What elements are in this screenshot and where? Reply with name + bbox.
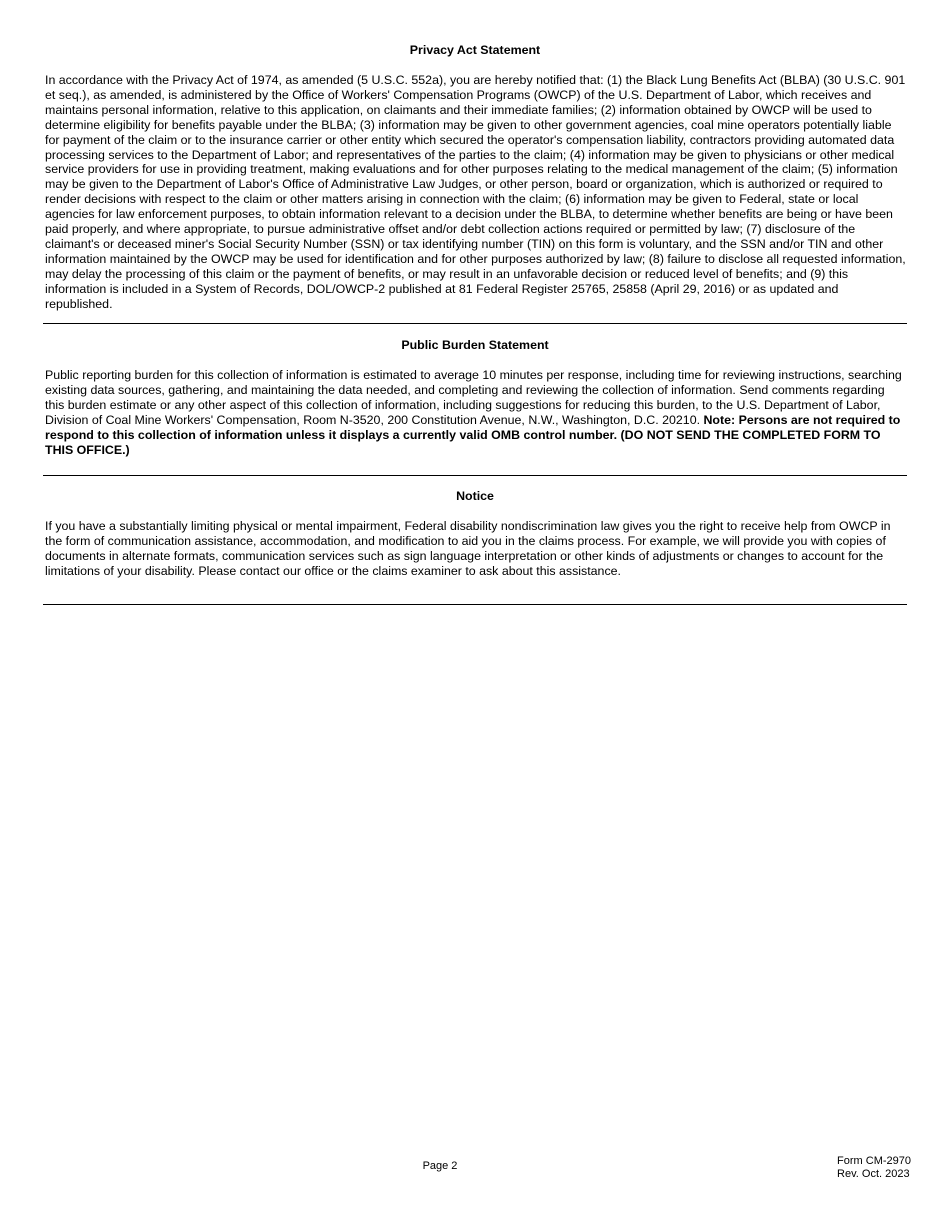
notice-body: If you have a substantially limiting physical or mental impairment, Federal disability nondiscrimination law gives you the right to receive help from OWCP in the form of communication assistance, accommodation, and modification to aid you in the claims process. For example, we will provide you with copies of documents in alternate formats, communication services such as sign language interpretation or other kinds of adjustments or changes to account for the limitations of your disability. Please contact our office or the claims examiner to ask about this assistance. (45, 519, 891, 578)
public-burden-text: Public reporting burden for this collection of information is estimated to average 10 minutes per response, including time for reviewing instructions, searching existing data sources, gathering, and maintaining the data needed, and completing and reviewing the collection of information. Send comments regarding this burden estimate or any other aspect of this collection of information, including suggestions for reducing this burden, to the U.S. Department of Labor, Division of Coal Mine Workers' Compensation, Room N-3520, 200 Constitution Avenue, N.W., Washington, D.C. 20210. (45, 368, 902, 427)
privacy-act-section (43, 43, 907, 312)
divider (43, 604, 907, 605)
privacy-act-heading: Privacy Act Statement (409, 43, 541, 57)
form-revision: Rev. Oct. 2023 (837, 1168, 910, 1180)
public-burden-note: Note: Persons are not required to respond to this collection of information unless it displays a currently valid OMB control number. (DO NOT SEND THE COMPLETED FORM TO THIS OFFICE.) (45, 412, 901, 457)
notice-heading: Notice (456, 489, 494, 503)
public-burden-heading: Public Burden Statement (401, 338, 549, 352)
public-burden-body (43, 368, 907, 457)
privacy-act-body: In accordance with the Privacy Act of 1974, as amended (5 U.S.C. 552a), you are hereby notified that: (1) the Black Lung Benefits Act (BLBA) (30 U.S.C. 901 et seq.), as amended, is administered by the Office of Workers' Compensation Programs (OWCP) of the U.S. Department of Labor, which receives and maintains personal information, relative to this application, on claimants and their immediate families; (2) information obtained by OWCP will be used to determine eligibility for benefits payable under the BLBA; (3) information may be given to other government agencies, coal mine operators potentially liable for payment of the claim or to the insurance carrier or other entity which secured the operator's compensation liability, contractors providing automated data processing services to the Department of Labor; and representatives of the parties to the claim; (4) information may be given to physicians or other medical service providers for use in providing treatment, making evaluations and for other purposes relating to the medical management of the claim; (5) information may be given to the Department of Labor's Office of Administrative Law Judges, or other person, board or organization, which is authorized or required to render decisions with respect to the claim or other matters arising in connection with the claim; (6) information may be given to Federal, state or local agencies for law enforcement purposes, to obtain information relevant to a decision under the BLBA, to determine whether benefits are being or have been paid properly, and where appropriate, to pursue administrative offset and/or debt collection actions required or permitted by law; (7) disclosure of the claimant's or deceased miner's Social Security Number (SSN) or tax identifying number (TIN) on this form is voluntary, and the SSN and/or TIN and other information maintained by the OWCP may be used for identification and for other purposes authorized by law; (8) failure to disclose all requested information, may delay the processing of this claim or the payment of benefits, or may result in an unfavorable decision or reduced level of benefits; and (9) this information is included in a System of Records, DOL/OWCP-2 published at 81 Federal Register 25765, 25858 (April 29, 2016) or as updated and republished. (45, 73, 906, 311)
public-burden-section (43, 338, 907, 457)
form-id (837, 1155, 911, 1181)
divider (43, 475, 907, 476)
form-number: Form CM-2970 (837, 1155, 911, 1167)
divider (43, 323, 907, 324)
page-number: Page 2 (422, 1160, 458, 1172)
notice-section (43, 489, 907, 579)
